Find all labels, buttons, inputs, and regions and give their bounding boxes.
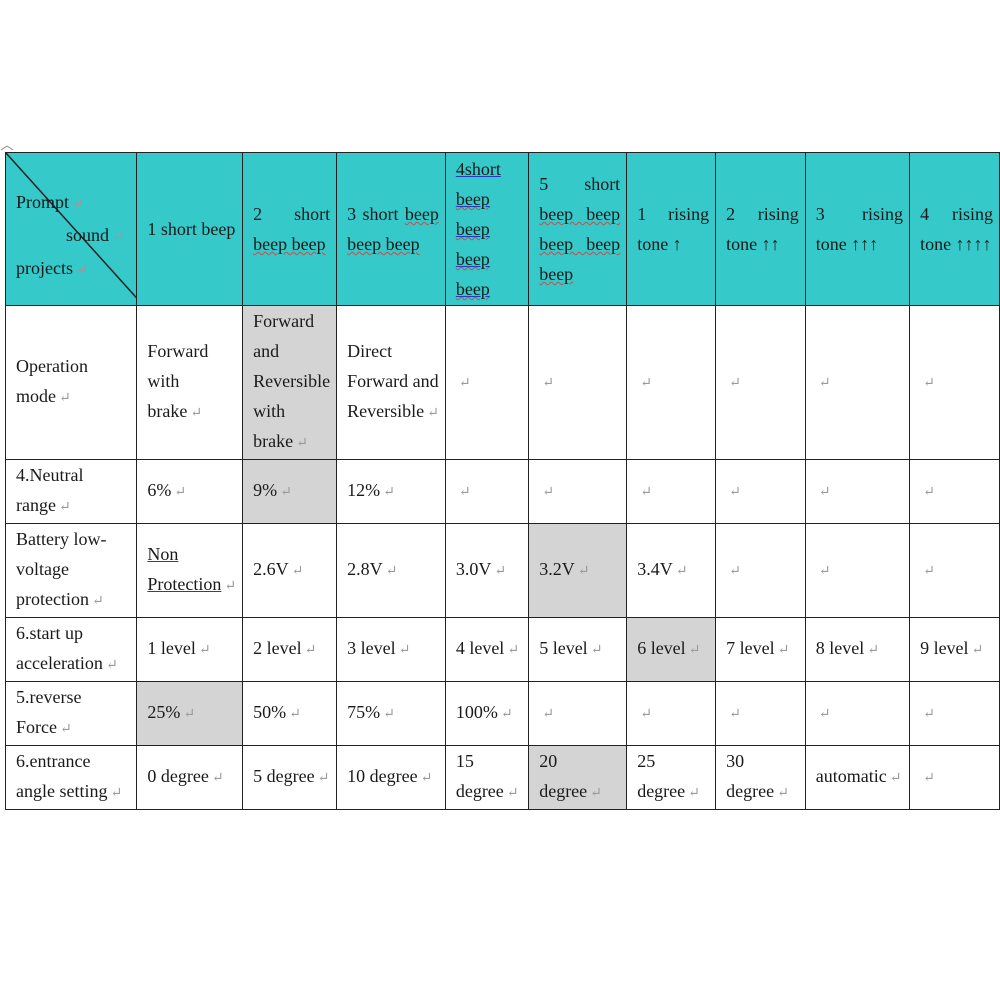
return-mark-icon: ↵ [458,485,471,500]
header-cell: 2 rising tone ↑↑ [716,153,806,306]
return-mark-icon: ↵ [729,707,741,722]
return-mark-icon: ↵ [577,564,590,579]
return-mark-icon: ↵ [91,594,104,609]
table-cell [529,306,627,460]
return-mark-icon: ↵ [105,658,118,673]
table-cell: 1 level ↵ [137,618,243,682]
return-mark-icon: ↵ [590,643,603,658]
table-cell [445,306,528,460]
return-mark-icon: ↵ [818,564,831,579]
row-battery-protection [6,524,1000,618]
table-cell [910,746,1000,810]
table-cell [910,682,1000,746]
table-cell: 10 degree ↵ [337,746,446,810]
table-cell: Direct Forward and Reversible ↵ [337,306,446,460]
table-cell: 15 degree ↵ [445,746,528,810]
return-mark-icon: ↵ [542,376,554,391]
return-mark-icon: ↵ [72,197,84,212]
row-label: Battery low-voltage protection ↵ [6,524,137,618]
return-mark-icon: ↵ [590,786,602,801]
table-cell: 4 level ↵ [445,618,528,682]
row-label: Operation mode ↵ [6,306,137,460]
return-mark-icon: ↵ [383,707,395,722]
table-cell [716,524,806,618]
return-mark-icon: ↵ [304,643,317,658]
return-mark-icon: ↵ [317,771,330,786]
row-label: 6.start up acceleration ↵ [6,618,137,682]
row-neutral-range [6,460,1000,524]
table-cell: 3 level ↵ [337,618,446,682]
return-mark-icon: ↵ [923,771,935,786]
return-mark-icon: ↵ [58,500,71,515]
table-cell [805,460,909,524]
table-cell: 25 degree ↵ [627,746,716,810]
table-cell: 12% ↵ [337,460,446,524]
table-cell: 3.2V ↵ [529,524,627,618]
return-mark-icon: ↵ [110,786,123,801]
table-cell: automatic ↵ [805,746,909,810]
table-cell: 3.4V ↵ [627,524,716,618]
return-mark-icon: ↵ [494,564,507,579]
table-cell [805,682,909,746]
return-mark-icon: ↵ [190,406,203,421]
return-mark-icon: ↵ [296,436,308,451]
return-mark-icon: ↵ [675,564,688,579]
return-mark-icon: ↵ [59,722,72,737]
return-mark-icon: ↵ [420,771,433,786]
return-mark-icon: ↵ [777,643,790,658]
header-cell: 3 rising tone ↑↑↑ [805,153,909,306]
table-cell: 0 degree ↵ [137,746,243,810]
return-mark-icon: ↵ [923,707,935,722]
return-mark-icon: ↵ [971,643,984,658]
return-mark-icon: ↵ [506,786,519,801]
table-cell: 5 degree ↵ [243,746,337,810]
header-cell: 1 rising tone ↑ [627,153,716,306]
return-mark-icon: ↵ [183,707,196,722]
table-cell [910,306,1000,460]
table-cell [716,306,806,460]
table-cell: 9 level ↵ [910,618,1000,682]
table-cell [716,682,806,746]
table-cell: 30 degree ↵ [716,746,806,810]
table-cell: 100% ↵ [445,682,528,746]
table-cell: 8 level ↵ [805,618,909,682]
table-cell: 6% ↵ [137,460,243,524]
table-cell: 6 level ↵ [627,618,716,682]
return-mark-icon: ↵ [818,707,831,722]
row-label: 5.reverse Force ↵ [6,682,137,746]
table-cell: 3.0V ↵ [445,524,528,618]
return-mark-icon: ↵ [59,391,71,406]
header-cell: 2 short beep beep [243,153,337,306]
table-cell [910,460,1000,524]
table-cell [529,460,627,524]
corner-label-prompt: Prompt [16,192,70,212]
table-cell [910,524,1000,618]
row-operation-mode [6,306,1000,460]
return-mark-icon: ↵ [640,707,652,722]
table-cell: 7 level ↵ [716,618,806,682]
return-mark-icon: ↵ [398,643,411,658]
corner-header-cell [6,153,137,306]
return-mark-icon: ↵ [542,707,554,722]
row-reverse-force [6,682,1000,746]
header-cell: 4 rising tone ↑↑↑↑ [910,153,1000,306]
return-mark-icon: ↵ [224,579,237,594]
table-cell: 2.6V ↵ [243,524,337,618]
return-mark-icon: ↵ [542,485,554,500]
return-mark-icon: ↵ [729,485,741,500]
corner-label-projects: projects [16,258,73,278]
return-mark-icon: ↵ [688,786,700,801]
return-mark-icon: ↵ [427,406,439,421]
header-cell: 3 short beep beep beep [337,153,446,306]
return-mark-icon: ↵ [507,643,520,658]
return-mark-icon: ↵ [112,230,124,245]
header-cell: 4short beep beep beep beep [445,153,528,306]
table-cell [716,460,806,524]
return-mark-icon: ↵ [923,485,935,500]
return-mark-icon: ↵ [458,376,471,391]
return-mark-icon: ↵ [889,771,902,786]
table-cell [805,524,909,618]
table-cell: 50% ↵ [243,682,337,746]
return-mark-icon: ↵ [818,376,831,391]
table-cell: Forward and Reversible with brake ↵ [243,306,337,460]
return-mark-icon: ↵ [174,485,187,500]
table-cell [805,306,909,460]
table-cell [627,682,716,746]
return-mark-icon: ↵ [818,485,831,500]
return-mark-icon: ↵ [385,564,398,579]
return-mark-icon: ↵ [923,376,935,391]
header-row [6,153,1000,306]
table-cell [627,460,716,524]
row-startup-acceleration [6,618,1000,682]
table-cell: 75% ↵ [337,682,446,746]
table-cell: 20 degree ↵ [529,746,627,810]
header-cell: 1 short beep [137,153,243,306]
table-cell: 2 level ↵ [243,618,337,682]
table-cell: Forward with brake ↵ [137,306,243,460]
table-cell: 9% ↵ [243,460,337,524]
corner-label-sound: sound [66,225,110,245]
header-cell: 5 short beep beep beep beep beep [529,153,627,306]
return-mark-icon: ↵ [198,643,211,658]
return-mark-icon: ↵ [729,564,741,579]
return-mark-icon: ↵ [211,771,224,786]
row-label: 4.Neutral range ↵ [6,460,137,524]
return-mark-icon: ↵ [688,643,701,658]
return-mark-icon: ↵ [75,263,88,278]
return-mark-icon: ↵ [383,485,395,500]
table-cell [445,460,528,524]
return-mark-icon: ↵ [291,564,304,579]
settings-table [5,152,1000,810]
return-mark-icon: ↵ [777,786,789,801]
table-cell: Non Protection ↵ [137,524,243,618]
table-cell [627,306,716,460]
table-cell: 25% ↵ [137,682,243,746]
table-cell [529,682,627,746]
return-mark-icon: ↵ [640,485,652,500]
table-cell: 5 level ↵ [529,618,627,682]
return-mark-icon: ↵ [280,485,292,500]
table-cell: 2.8V ↵ [337,524,446,618]
return-mark-icon: ↵ [500,707,513,722]
return-mark-icon: ↵ [640,376,652,391]
return-mark-icon: ↵ [729,376,741,391]
return-mark-icon: ↵ [923,564,935,579]
row-entrance-angle [6,746,1000,810]
return-mark-icon: ↵ [289,707,301,722]
row-label: 6.entrance angle setting ↵ [6,746,137,810]
return-mark-icon: ↵ [867,643,879,658]
